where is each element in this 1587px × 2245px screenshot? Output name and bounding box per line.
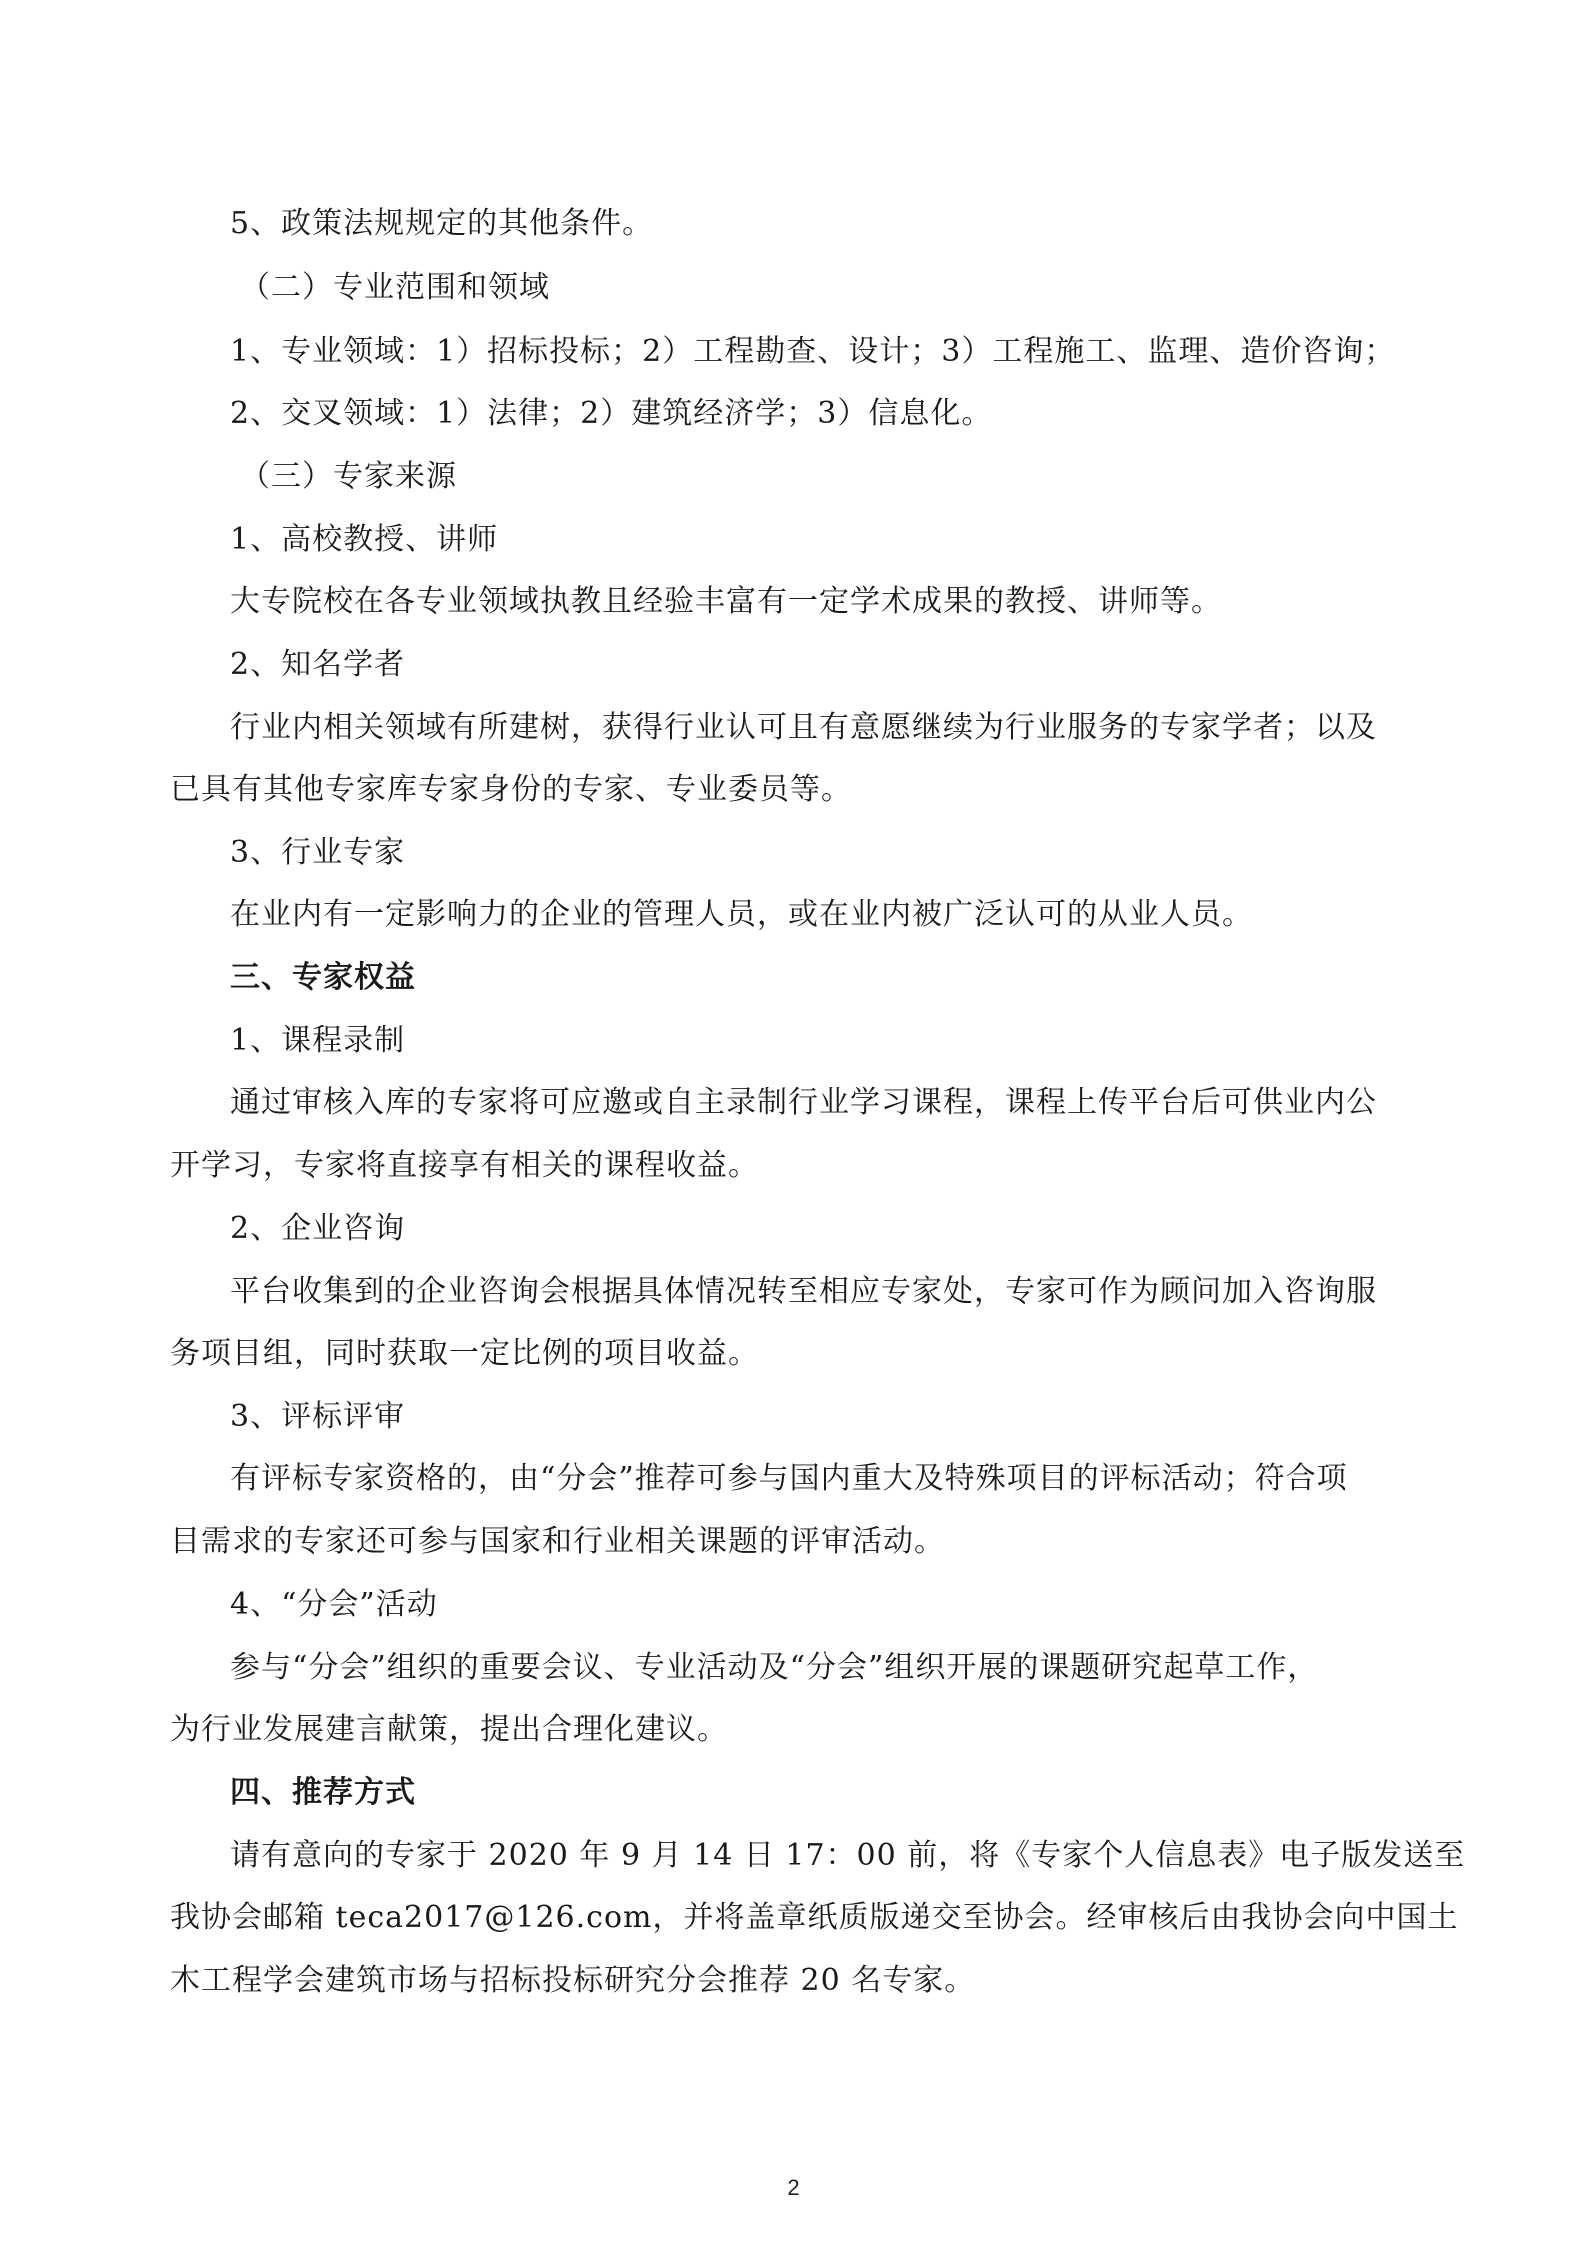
paragraph-line: 3、评标评审 bbox=[230, 1399, 406, 1434]
paragraph-line: 大专院校在各专业领域执教且经验丰富有一定学术成果的教授、讲师等。 bbox=[230, 584, 1222, 619]
paragraph-line: 在业内有一定影响力的企业的管理人员，或在业内被广泛认可的从业人员。 bbox=[230, 897, 1253, 932]
page-number: 2 bbox=[787, 2175, 800, 2200]
paragraph-line: 4、“分会”活动 bbox=[230, 1587, 438, 1622]
paragraph-line: 5、政策法规规定的其他条件。 bbox=[230, 206, 654, 241]
paragraph-line: 请有意向的专家于 2020 年 9 月 14 日 17：00 前，将《专家个人信息表》电子版发送至 bbox=[230, 1838, 1466, 1873]
paragraph-line: 1、专业领域：1）招标投标；2）工程勘查、设计；3）工程施工、监理、造价咨询； bbox=[230, 334, 1396, 369]
paragraph-line: 1、课程录制 bbox=[230, 1023, 406, 1058]
subsection-heading: （二）专业范围和领域 bbox=[240, 270, 550, 305]
paragraph-line: 木工程学会建筑市场与招标投标研究分会推荐 20 名专家。 bbox=[170, 1963, 976, 1998]
paragraph-line: 目需求的专家还可参与国家和行业相关课题的评审活动。 bbox=[170, 1524, 945, 1559]
paragraph-line: 我协会邮箱 teca2017@126.com，并将盖章纸质版递交至协会。经审核后由我协会向中国土 bbox=[170, 1900, 1459, 1935]
paragraph-line: 行业内相关领域有所建树，获得行业认可且有意愿继续为行业服务的专家学者；以及 bbox=[230, 710, 1377, 745]
paragraph-line: 务项目组，同时获取一定比例的项目收益。 bbox=[170, 1336, 759, 1371]
paragraph-line: 2、交叉领域：1）法律；2）建筑经济学；3）信息化。 bbox=[230, 396, 993, 431]
paragraph-line: 2、知名学者 bbox=[230, 647, 406, 682]
paragraph-line: 有评标专家资格的，由“分会”推荐可参与国内重大及特殊项目的评标活动；符合项 bbox=[230, 1461, 1348, 1496]
paragraph-line: 开学习，专家将直接享有相关的课程收益。 bbox=[170, 1148, 759, 1183]
paragraph-line: 为行业发展建言献策，提出合理化建议。 bbox=[170, 1712, 728, 1747]
paragraph-line: 3、行业专家 bbox=[230, 835, 406, 870]
subsection-heading: （三）专家来源 bbox=[240, 459, 457, 494]
paragraph-line: 2、企业咨询 bbox=[230, 1211, 406, 1246]
paragraph-line: 1、高校教授、讲师 bbox=[230, 522, 499, 557]
section-heading: 四、推荐方式 bbox=[230, 1775, 416, 1810]
section-heading: 三、专家权益 bbox=[230, 960, 416, 995]
paragraph-line: 平台收集到的企业咨询会根据具体情况转至相应专家处，专家可作为顾问加入咨询服 bbox=[230, 1274, 1377, 1309]
paragraph-line: 参与“分会”组织的重要会议、专业活动及“分会”组织开展的课题研究起草工作， bbox=[230, 1650, 1319, 1685]
paragraph-line: 已具有其他专家库专家身份的专家、专业委员等。 bbox=[170, 772, 852, 807]
paragraph-line: 通过审核入库的专家将可应邀或自主录制行业学习课程，课程上传平台后可供业内公 bbox=[230, 1085, 1377, 1120]
